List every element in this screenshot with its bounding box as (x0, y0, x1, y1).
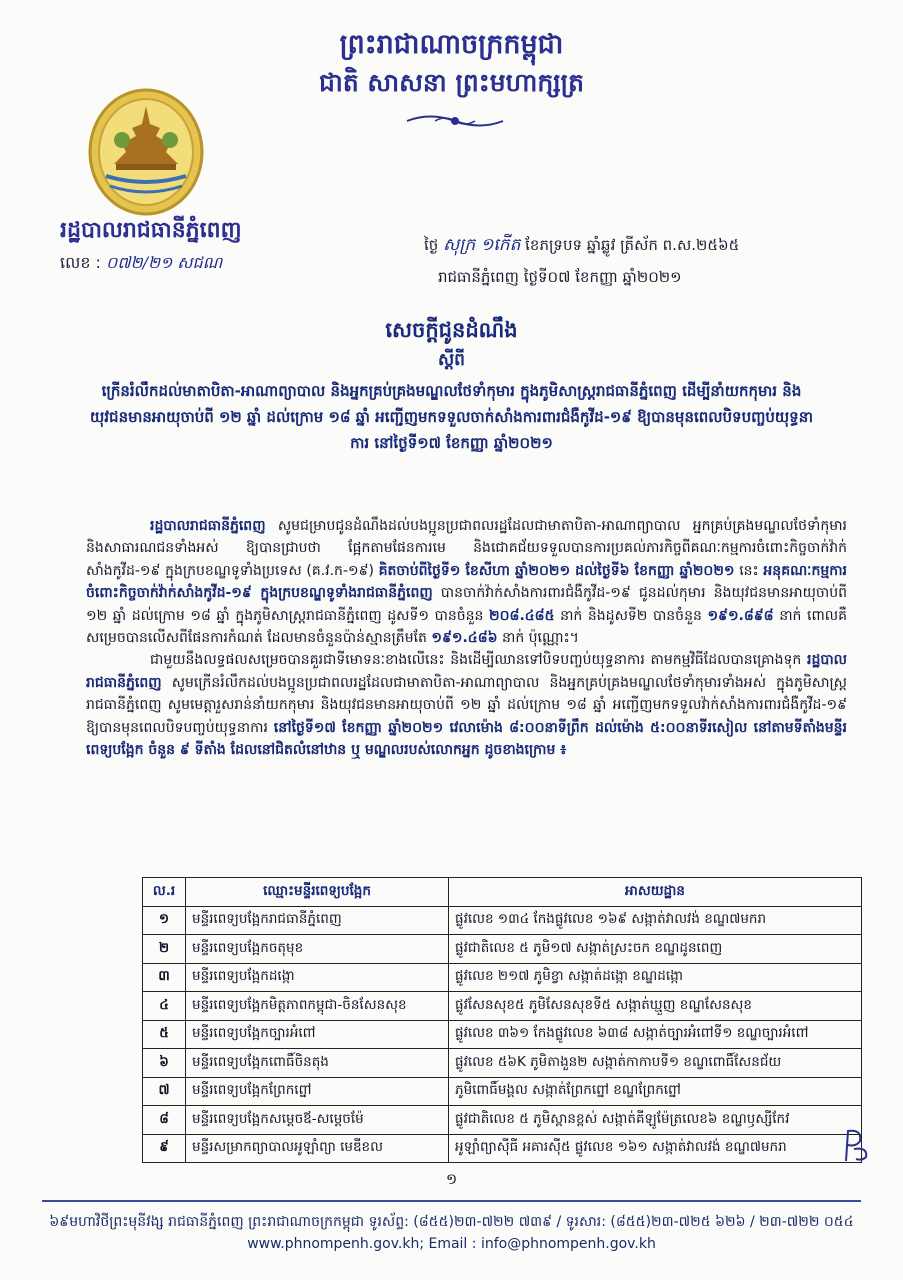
body-text: នាក់ និងដូសទី២ បានចំនួន (554, 607, 708, 624)
body-text: សូមជម្រាបជូនដំណឹងដល់បងប្អូនប្រជាពលរដ្ឋដែលជាមាតាបិតា-អាណាព្យាបាល អ្នកគ្រប់គ្រងមណ្ឌលថែទាំកុមារ និងសាធារណជនទាំងអស់ ឱ្យបានជ្រាបថា ផ្អែកតាមផែនការមេ និងជោគជ័យទទួលបានការប្រគល់ភារកិច្ចពីគណៈកម្មការចំពោះកិច្ចចាក់វ៉ាក់សាំងកូវីដ-១៩ ក្នុងក្របខណ្ឌទូទាំងប្រទេស (គ.វ.ក-១៩) (86, 518, 847, 579)
row-no: ៣ (143, 963, 186, 992)
lunar-date-prefix: ថ្ងៃ (424, 236, 439, 254)
hospital-table (142, 877, 862, 1163)
paragraph-2 (86, 649, 847, 761)
table-row (143, 1020, 862, 1049)
row-address: ផ្លូវសែនសុខ៥ ភូមិសែនសុខទី៥ សង្កាត់ឃ្មួញ ខណ្ឌសែនសុខ (449, 992, 862, 1021)
row-address: ផ្លូវលេខ ១៣៤ កែងផ្លូវលេខ ១៦៩ សង្កាត់វាលវង់ ខណ្ឌ៧មករា (449, 906, 862, 935)
civil-date-rest: ខែកញ្ញា ឆ្នាំ២០២១ (575, 268, 682, 286)
row-name: មន្ទីរពេទ្យបង្អែកចតុមុខ (186, 935, 449, 964)
header-no: ល.រ (143, 878, 186, 907)
row-address: ផ្លូវជាតិលេខ ៥ ភូមិ១៧ សង្កាត់ស្រះចក ខណ្ឌដូនពេញ (449, 935, 862, 964)
issuer-inline: រដ្ឋបាលរាជធានីភ្នំពេញ (86, 652, 847, 691)
footer-web-email: www.phnompenh.gov.kh; Email : info@phnompenh.gov.kh (247, 1236, 656, 1252)
row-name: មន្ទីរពេទ្យបង្អែកច្បារអំពៅ (186, 1020, 449, 1049)
row-address: ផ្លូវជាតិលេខ ៥ ភូមិស្ពានខ្ពស់ សង្កាត់គីឡូម៉ែត្រលេខ៦ ខណ្ឌឫស្សីកែវ (449, 1106, 862, 1135)
issuer-name: រដ្ឋបាលរាជធានីភ្នំពេញ (60, 217, 242, 243)
row-name: មន្ទីរពេទ្យបង្អែកព្រែកព្នៅ (186, 1077, 449, 1106)
body-text: សូមក្រើនរំលឹកដល់បងប្អូនប្រជាពលរដ្ឋដែលជាមាតាបិតា-អាណាព្យាបាល និងអ្នកគ្រប់គ្រងមណ្ឌលថែទាំកុមារទាំងអស់ ក្នុងភូមិសាស្ត្ររាជធានីភ្នំពេញ សូមមេត្តារួសរាន់នាំយកកុមារ និងយុវជនមានអាយុចាប់ពី ១២ ឆ្នាំ ដល់ក្រោម ១៨ ឆ្នាំ អញ្ជើញមកទទួលវ៉ាក់សាំងការពារជំងឺកូវីដ-១៩ ឱ្យបានមុនពេលបិទបញ្ចប់យុទ្ធនាការ (86, 674, 847, 736)
issuer-inline: រដ្ឋបាលរាជធានីភ្នំពេញ (150, 518, 266, 534)
row-address: ភូមិពោធិ៍មង្គល សង្កាត់ព្រែកព្នៅ ខណ្ឌព្រែកព្នៅ (449, 1077, 862, 1106)
row-address: អូឡាំព្យាស៊ីធី អគារស៊ី៥ ផ្លូវលេខ ១៦១ សង្កាត់វាលវង់ ខណ្ឌ៧មករា (449, 1134, 862, 1163)
row-no: ១ (143, 906, 186, 935)
target-count: ១៩១.៤៨៦ (431, 630, 498, 647)
row-name: មន្ទីរពេទ្យបង្អែកពោធិ៍ចិនតុង (186, 1049, 449, 1078)
civil-date (438, 268, 682, 290)
header-name: ឈ្មោះមន្ទីរពេទ្យបង្អែក (186, 878, 449, 907)
table-row (143, 906, 862, 935)
table-row (143, 1049, 862, 1078)
table-row (143, 1106, 862, 1135)
notice-about: ស្តីពី (438, 350, 465, 370)
national-motto: ជាតិ សាសនា ព្រះមហាក្សត្រ (319, 68, 584, 97)
table-row (143, 935, 862, 964)
row-no: ៩ (143, 1134, 186, 1163)
body-text: បានចាក់វ៉ាក់សាំងការពារជំងឺកូវីដ-១៩ ជូនដល់កុមារ និងយុវជនមានអាយុចាប់ពី ១២ ឆ្នាំ ដល់ក្រោម ១៨ ឆ្នាំ ក្នុងភូមិសាស្ត្ររាជធានីភ្នំពេញ ដូសទី១ បានចំនួន (86, 585, 847, 624)
lunar-date-handwritten: សុក្រ ១កើត (443, 235, 521, 255)
row-no: ៥ (143, 1020, 186, 1049)
notice-subject: ក្រើនរំលឹកដល់មាតាបិតា-អាណាព្យាបាល និងអ្នកគ្រប់គ្រងមណ្ឌលថែទាំកុមារ ក្នុងភូមិសាស្ត្ររាជធានីភ្នំពេញ ដើម្បីនាំយកកុមារ និងយុវជនមានអាយុចាប់ពី ១២ ឆ្នាំ ដល់ក្រោម ១៨ ឆ្នាំ អញ្ជើញមកទទួលចាក់សាំងការពារជំងឺកូវីដ-១៩ ឱ្យបានមុនពេលបិទបញ្ចប់យុទ្ធនាការ នៅថ្ងៃទី១៧ ខែកញ្ញា ឆ្នាំ២០២១ (90, 382, 813, 452)
body-text: នាក់ ប៉ុណ្ណោះ។ (497, 630, 579, 647)
reference-handwritten: ០៧២/២១ សជណ (106, 253, 223, 272)
kingdom-title: ព្រះរាជាណាចក្រកម្ពុជា (339, 29, 564, 60)
row-name: មន្ទីរសម្រាកព្យាបាលអូឡាំព្យា មេឌីខល (186, 1134, 449, 1163)
row-name: មន្ទីរពេទ្យបង្អែកដង្កោ (186, 963, 449, 992)
body-text: នាក់ ពោលគឺសម្រេចបានលើសពីផែនការកំណត់ ដែលមានចំនួនប៉ាន់ស្មានត្រឹមតែ (86, 607, 847, 647)
dose2-count: ១៩១.៨៩៨ (707, 607, 774, 624)
row-address: ផ្លូវលេខ ២១៧ ភូមិខ្វា សង្កាត់ដង្កោ ខណ្ឌដង្កោ (449, 963, 862, 992)
table-header-row (143, 878, 862, 907)
phnom-penh-seal-logo (86, 88, 206, 216)
civil-date-prefix: រាជធានីភ្នំពេញ ថ្ងៃទី (438, 268, 548, 286)
body-bold: នៅថ្ងៃទី១៧ ខែកញ្ញា ឆ្នាំ២០២១ វេលាម៉ោង ៨:០០នាទីព្រឹក ដល់ម៉ោង ៥:០០នាទីរសៀល នៅតាមទីតាំងមន្ទីរពេទ្យបង្អែក ចំនួន ៩ ទីតាំង ដែលនៅជិតលំនៅឋាន ឬ មណ្ឌលរបស់លោកអ្នក ដូចខាងក្រោម ៖ (86, 719, 847, 759)
row-address: ផ្លូវលេខ ៥៦K ភូមិតាងួន២ សង្កាត់កាកាបទី១ ខណ្ឌពោធិ៍សែនជ័យ (449, 1049, 862, 1078)
table-row (143, 1134, 862, 1163)
civil-date-handwritten: ០៧ (547, 268, 571, 286)
footer-address: ៦៩មហាវិថីព្រះមុនីវង្ស រាជធានីភ្នំពេញ ព្រះរាជាណាចក្រកម្ពុជា ទូរស័ព្ទ: (៨៥៥)២៣-៧២២ ៧៣៩ / ទូរសារ: (៨៥៥)២៣-៧២៥ ៦២៦ / ២៣-៧២២ ០៥៤ (49, 1214, 854, 1230)
row-no: ៨ (143, 1106, 186, 1135)
dose1-count: ២០៨.៤៨៥ (489, 607, 555, 624)
body-bold: អនុគណៈកម្មការចំពោះកិច្ចចាក់វ៉ាក់សាំងកូវីដ-១៩ ក្នុងក្របខណ្ឌទូទាំងរាជធានីភ្នំពេញ (86, 562, 847, 602)
row-name: មន្ទីរពេទ្យបង្អែករាជធានីភ្នំពេញ (186, 906, 449, 935)
notice-body (86, 515, 847, 761)
row-name: មន្ទីរពេទ្យបង្អែកសម្តេចឪ-សម្តេចម៉ែ (186, 1106, 449, 1135)
row-no: ៧ (143, 1077, 186, 1106)
lunar-date-rest: ខែភទ្របទ ឆ្នាំឆ្លូវ ត្រីស័ក ព.ស.២៥៦៥ (525, 236, 740, 254)
lunar-date (424, 234, 739, 259)
body-text: នេះ (734, 562, 764, 579)
row-no: ៦ (143, 1049, 186, 1078)
row-no: ២ (143, 935, 186, 964)
body-text: ជាមួយនឹងលទ្ធផលសម្រេចបានគួរជាទីមោទនៈខាងលើនេះ និងដើម្បីឈានទៅបិទបញ្ចប់យុទ្ធនាការ តាមកម្មវិធីដែលបានគ្រោងទុក (150, 652, 807, 669)
reference-number (60, 252, 222, 276)
paragraph-1 (86, 515, 847, 649)
row-address: ផ្លូវលេខ ៣៦១ កែងផ្លូវលេខ ៦៣៨ សង្កាត់ច្បារអំពៅទី១ ខណ្ឌច្បារអំពៅ (449, 1020, 862, 1049)
body-bold: គិតចាប់ពីថ្ងៃទី១ ខែសីហា ឆ្នាំ២០២១ ដល់ថ្ងៃទី៦ ខែកញ្ញា ឆ្នាំ២០២១ (378, 562, 735, 579)
table-row (143, 963, 862, 992)
handwritten-initial-icon (838, 1125, 874, 1165)
notice-title: សេចក្តីជូនដំណឹង (385, 318, 518, 342)
row-name: មន្ទីរពេទ្យបង្អែកមិត្តភាពកម្ពុជា-ចិនសែនសុខ (186, 992, 449, 1021)
table-row (143, 1077, 862, 1106)
decorative-ornament-icon (405, 112, 505, 130)
header-address: អាសយដ្ឋាន (449, 878, 862, 907)
footer-divider (42, 1200, 861, 1202)
reference-label: លេខ : (60, 253, 101, 272)
page-number: ១ (445, 1170, 458, 1188)
table-row (143, 992, 862, 1021)
row-no: ៤ (143, 992, 186, 1021)
